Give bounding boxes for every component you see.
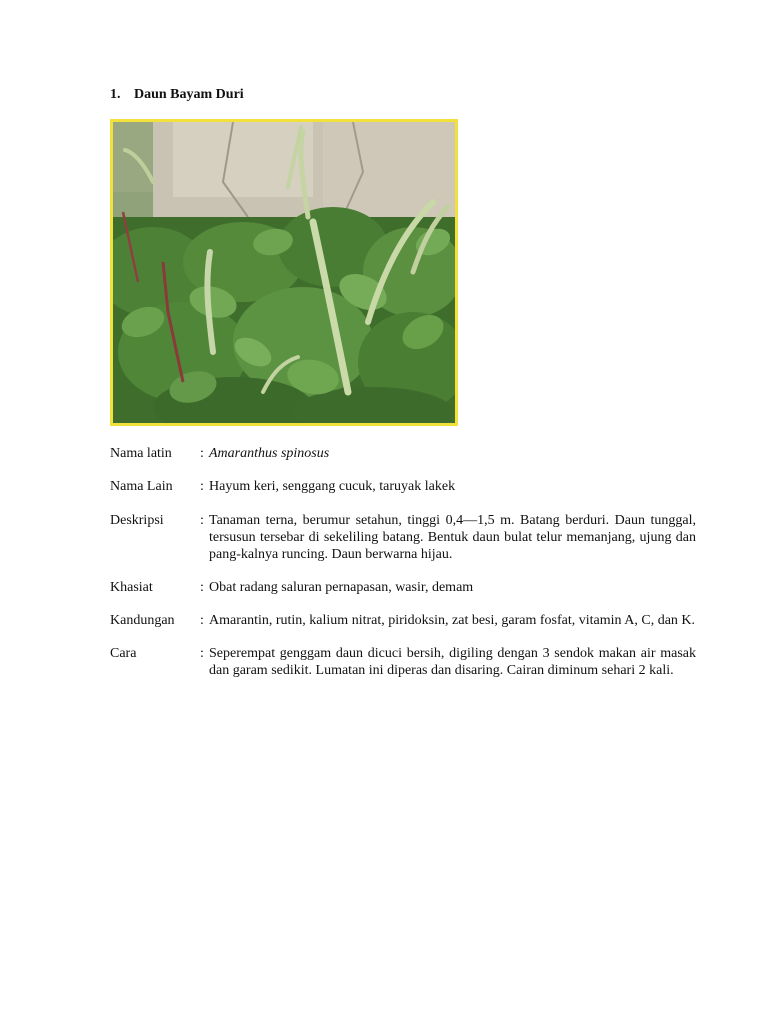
plant-photo: [110, 119, 458, 426]
info-colon: :: [200, 580, 204, 595]
section-heading: [110, 86, 244, 104]
info-colon: :: [200, 646, 204, 661]
info-value: Amaranthus spinosus: [209, 446, 330, 461]
info-row-usage: [110, 645, 696, 679]
info-label: Deskripsi: [110, 513, 164, 528]
info-row-other-names: [110, 478, 696, 495]
info-value: Obat radang saluran pernapasan, wasir, demam: [209, 580, 474, 595]
info-colon: :: [200, 613, 204, 628]
info-label: Nama Lain: [110, 479, 173, 494]
section-number: 1.: [110, 87, 121, 102]
info-value: Seperempat genggam daun dicuci bersih, digiling dengan 3 sendok makan air masak dan garam sedikit. Lumatan ini diperas dan disaring. Cairan diminum sehari 2 kali.: [209, 646, 696, 678]
info-row-benefits: [110, 579, 696, 596]
info-colon: :: [200, 446, 204, 461]
info-label: Nama latin: [110, 446, 172, 461]
info-row-description: [110, 512, 696, 563]
info-value: Tanaman terna, berumur setahun, tinggi 0,4—1,5 m. Batang berduri. Daun tunggal, tersusun tersebar di sekeliling batang. Bentuk daun bulat telur memanjang, ujung dan pang-kalnya runcing. Daun berwarna hijau.: [209, 513, 696, 562]
info-label: Kandungan: [110, 613, 175, 628]
info-label: Khasiat: [110, 580, 153, 595]
info-value: Amarantin, rutin, kalium nitrat, piridoksin, zat besi, garam fosfat, vitamin A, C, dan K.: [209, 613, 696, 628]
info-row-contents: [110, 612, 696, 629]
info-value: Hayum keri, senggang cucuk, taruyak lakek: [209, 479, 456, 494]
plant-info-list: [110, 445, 696, 679]
info-colon: :: [200, 479, 204, 494]
info-colon: :: [200, 513, 204, 528]
plant-photo-illustration: [113, 122, 455, 423]
info-label: Cara: [110, 646, 137, 661]
info-row-latin-name: [110, 445, 696, 462]
section-title: Daun Bayam Duri: [134, 87, 244, 102]
